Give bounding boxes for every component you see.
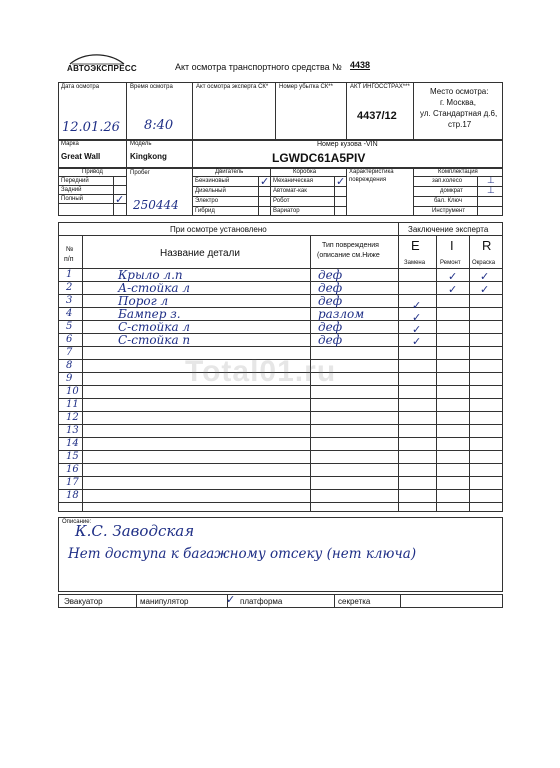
description-label: Описание:	[62, 519, 92, 525]
col-paint: Окраска	[472, 260, 496, 266]
row-damage-type: деф	[318, 268, 343, 282]
col-damage1: Тип повреждения	[322, 242, 379, 249]
table-row-divider	[58, 502, 503, 503]
row-number: 13	[66, 425, 79, 436]
row-number: 17	[66, 477, 79, 488]
row2-repair-check-icon: ✓	[448, 283, 458, 296]
drive-full-check-icon: ✓	[115, 193, 125, 206]
row1-paint-check-icon: ✓	[480, 270, 490, 283]
engine-diesel: Дизельный	[195, 188, 226, 194]
place-line1: г. Москва,	[440, 98, 476, 107]
col-repair: Ремонт	[440, 260, 461, 266]
date-value: 12.01.26	[62, 120, 120, 135]
row-number: 14	[66, 438, 79, 449]
drive-label: Привод	[82, 169, 103, 175]
col-no: №	[66, 246, 74, 253]
gear-mech-check-icon: ✓	[336, 175, 346, 188]
gear-auto: Автомат-как	[273, 188, 307, 194]
drive-rear: Задний	[61, 187, 82, 193]
kit-tools: Инструмент	[432, 208, 466, 214]
row-damage-type: деф	[318, 333, 343, 347]
company-logo	[62, 50, 137, 80]
found-label: При осмотре установлено	[170, 225, 267, 234]
row2-paint-check-icon: ✓	[480, 283, 490, 296]
row6-replace-check-icon: ✓	[412, 335, 422, 348]
row-number: 12	[66, 412, 79, 423]
row-damage-type: деф	[318, 294, 343, 308]
gear-robot: Робот	[273, 198, 290, 204]
mileage-value: 250444	[133, 198, 179, 212]
logo-text: АВТОЭКСПРЕСС	[67, 64, 137, 73]
time-label: Время осмотра	[130, 84, 173, 90]
watermark	[185, 355, 385, 415]
row1-repair-check-icon: ✓	[448, 270, 458, 283]
row-part-name: А-стойка л	[118, 281, 190, 295]
engine-hybrid: Гибрид	[195, 208, 215, 214]
kit-jack-mark-icon: ⊥	[487, 186, 495, 196]
drive-front: Передний	[61, 178, 89, 184]
loss-label: Номер убытка СК**	[279, 84, 333, 90]
place-line3: стр.17	[448, 120, 472, 129]
kit-key: бал. Ключ	[434, 198, 462, 204]
col-r: R	[482, 238, 492, 253]
row-part-name: С-стойка п	[118, 333, 191, 347]
row-number: 2	[66, 282, 73, 293]
engine-electric: Электро	[195, 198, 219, 204]
ingos-label: АКТ ИНГОССТРАХ***	[350, 84, 410, 90]
make-value: Great Wall	[61, 152, 101, 161]
table-row-divider	[58, 450, 503, 451]
footer-secret: секретка	[338, 597, 371, 606]
date-label: Дата осмотра	[61, 84, 100, 90]
table-row-divider	[58, 424, 503, 425]
kit-jack: домкрат	[440, 188, 463, 194]
col-i: I	[450, 238, 454, 253]
row3-replace-check-icon: ✓	[412, 299, 422, 312]
damage-char-label2: повреждения	[349, 177, 387, 183]
kit-spare: зап.колесо	[432, 178, 463, 184]
footer-evac: Эвакуатор	[64, 597, 103, 606]
row-number: 1	[66, 269, 73, 280]
row-part-name: Бампер з.	[118, 307, 181, 321]
row-damage-type: деф	[318, 320, 343, 334]
row-number: 15	[66, 451, 79, 462]
engine-petrol: Бензиновый	[195, 178, 230, 184]
row-number: 16	[66, 464, 79, 475]
table-row-divider	[58, 489, 503, 490]
footer-manip: манипулятор	[140, 597, 189, 606]
document-title: Акт осмотра транспортного средства №	[175, 62, 342, 72]
col-part: Название детали	[160, 248, 240, 259]
ingos-value: 4437/12	[357, 110, 397, 122]
row-number: 8	[66, 360, 73, 371]
place-line2: ул. Стандартная д.6,	[420, 109, 498, 118]
row-number: 4	[66, 308, 73, 319]
row-number: 9	[66, 373, 73, 384]
row-number: 5	[66, 321, 73, 332]
vin-label: Номер кузова -VIN	[317, 141, 378, 148]
damage-char-label1: Характеристика	[349, 169, 394, 175]
row-number: 7	[66, 347, 73, 358]
table-row-divider	[58, 476, 503, 477]
row-part-name: Порог л	[118, 294, 169, 308]
col-replace: Замена	[404, 260, 426, 266]
gear-mech: Механическая	[273, 178, 314, 184]
row-damage-type: деф	[318, 281, 343, 295]
row-damage-type: разлом	[318, 307, 365, 321]
row4-replace-check-icon: ✓	[412, 311, 422, 324]
drive-full: Полный	[61, 196, 83, 202]
kit-label: Комплектация	[438, 169, 478, 175]
engine-petrol-check-icon: ✓	[260, 175, 270, 188]
platform-check-icon: ✓	[226, 593, 236, 606]
model-value: Kingkong	[130, 152, 167, 161]
row-number: 10	[66, 386, 79, 397]
engine-label: Двигатель	[215, 169, 244, 175]
col-e: E	[411, 238, 420, 253]
description-line1: К.С. Заводская	[75, 522, 195, 540]
col-pp: п/п	[64, 256, 74, 263]
table-row-divider	[58, 437, 503, 438]
make-label: Марка	[61, 141, 79, 147]
footer-platform: платформа	[240, 597, 283, 606]
row5-replace-check-icon: ✓	[412, 323, 422, 336]
row-number: 3	[66, 295, 73, 306]
kit-spare-mark-icon: ⊥	[487, 176, 495, 186]
row-part-name: С-стойка л	[118, 320, 191, 334]
row-number: 11	[66, 399, 79, 410]
gearbox-label: Коробка	[293, 169, 317, 175]
place-label: Место осмотра:	[430, 87, 489, 96]
row-number: 18	[66, 490, 79, 501]
conclusion-label: Заключение эксперта	[408, 225, 489, 234]
time-value: 8:40	[144, 118, 174, 133]
model-label: Модель	[130, 141, 152, 147]
watermark-text: Total01.ru	[185, 355, 337, 388]
expert-label: Акт осмотра эксперта СК*	[196, 84, 269, 90]
act-number: 4438	[350, 60, 371, 70]
description-line2: Нет доступа к багажному отсеку (нет ключа)	[68, 546, 417, 562]
table-row-divider	[58, 463, 503, 464]
gear-variator: Вариатор	[273, 208, 300, 214]
vin-value: LGWDC61A5PIV	[272, 151, 366, 165]
col-damage2: (описание см.Ниже	[317, 252, 380, 259]
mileage-label: Пробег	[130, 170, 150, 176]
row-number: 6	[66, 334, 73, 345]
row-part-name: Крыло л.п	[118, 268, 183, 282]
